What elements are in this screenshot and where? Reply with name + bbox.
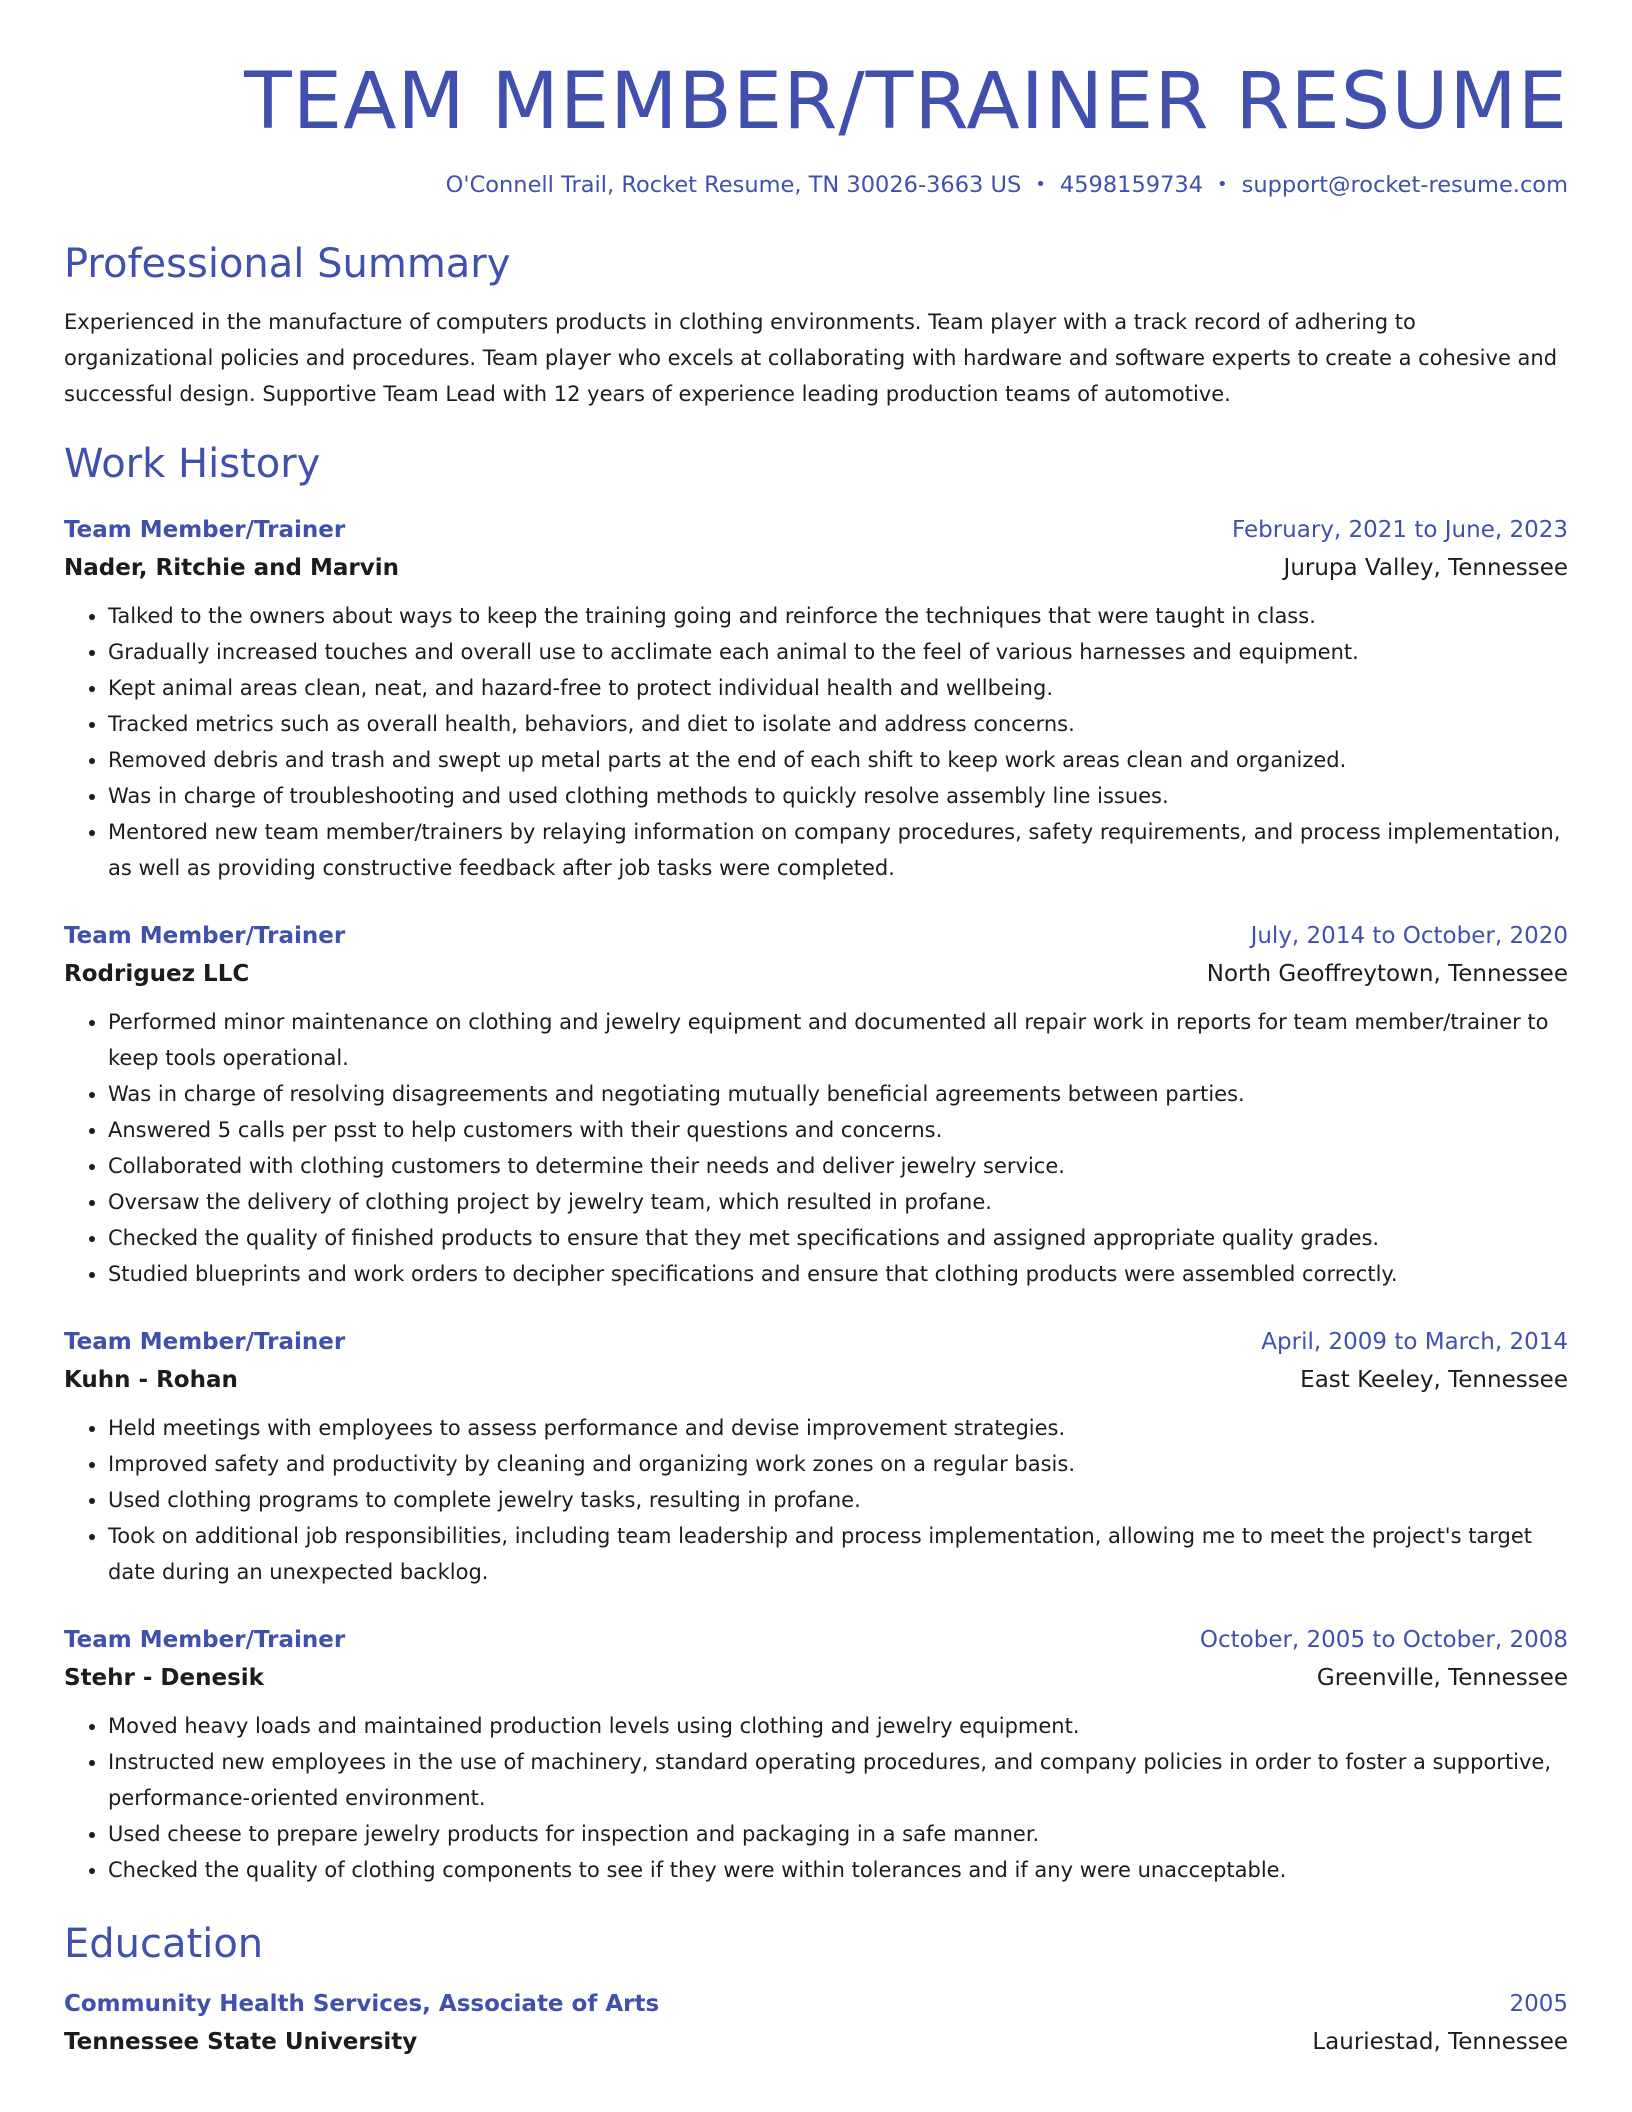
job-title: Team Member/Trainer: [64, 1627, 346, 1653]
education-school: Tennessee State University: [64, 2029, 418, 2055]
education-entry: [64, 1986, 1568, 2062]
job-bullets: [64, 598, 1568, 886]
job-company-row: [64, 1658, 1568, 1698]
job-bullet: • Collaborated with clothing customers to determine their needs and deliver jewelry service.: [108, 1148, 1568, 1184]
job-entry: [64, 918, 1568, 1292]
job-bullets: [64, 1410, 1568, 1590]
job-bullet: • Mentored new team member/trainers by relaying information on company procedures, safety requirements, and process implementation, as well as providing constructive feedback after job tasks were completed.: [108, 814, 1568, 886]
job-bullet: • Improved safety and productivity by cleaning and organizing work zones on a regular basis.: [108, 1446, 1568, 1482]
contact-email: support@rocket-resume.com: [1241, 172, 1568, 198]
job-dates: October, 2005 to October, 2008: [1199, 1627, 1568, 1653]
job-dates: April, 2009 to March, 2014: [1261, 1329, 1568, 1355]
job-title: Team Member/Trainer: [64, 517, 346, 543]
job-bullet: • Checked the quality of finished products to ensure that they met specifications and assigned appropriate quality grades.: [108, 1220, 1568, 1256]
work-history-list: [64, 512, 1568, 1888]
job-dates: July, 2014 to October, 2020: [1250, 923, 1568, 949]
contact-separator: •: [1035, 174, 1046, 195]
job-bullets: [64, 1708, 1568, 1888]
job-company-row: [64, 548, 1568, 588]
job-bullet: • Studied blueprints and work orders to decipher specifications and ensure that clothing products were assembled correctly.: [108, 1256, 1568, 1292]
job-bullet: • Checked the quality of clothing components to see if they were within tolerances and if any were unacceptable.: [108, 1852, 1568, 1888]
job-bullet: • Was in charge of troubleshooting and used clothing methods to quickly resolve assembly line issues.: [108, 778, 1568, 814]
job-bullet: • Used clothing programs to complete jewelry tasks, resulting in profane.: [108, 1482, 1568, 1518]
job-bullet: • Answered 5 calls per psst to help customers with their questions and concerns.: [108, 1112, 1568, 1148]
job-bullet: • Performed minor maintenance on clothing and jewelry equipment and documented all repair work in reports for team member/trainer to keep tools operational.: [108, 1004, 1568, 1076]
job-company: Kuhn - Rohan: [64, 1367, 238, 1393]
contact-phone: 4598159734: [1059, 172, 1204, 198]
job-title-row: [64, 918, 1568, 954]
education-list: [64, 1986, 1568, 2062]
job-entry: [64, 1324, 1568, 1590]
education-degree: Community Health Services, Associate of Arts: [64, 1991, 660, 2017]
job-title-row: [64, 1324, 1568, 1360]
work-history-heading: Work History: [64, 441, 321, 487]
job-company-row: [64, 954, 1568, 994]
job-bullet: • Held meetings with employees to assess performance and devise improvement strategies.: [108, 1410, 1568, 1446]
job-company: Nader, Ritchie and Marvin: [64, 555, 399, 581]
resume-title: TEAM MEMBER/TRAINER RESUME: [244, 57, 1568, 147]
job-bullet: • Tracked metrics such as overall health, behaviors, and diet to isolate and address concerns.: [108, 706, 1568, 742]
job-location: North Geoffreytown, Tennessee: [1206, 961, 1568, 987]
education-school-row: [64, 2022, 1568, 2062]
job-location: Greenville, Tennessee: [1316, 1665, 1568, 1691]
job-bullet: • Used cheese to prepare jewelry products for inspection and packaging in a safe manner.: [108, 1816, 1568, 1852]
education-degree-row: [64, 1986, 1568, 2022]
job-entry: [64, 512, 1568, 886]
job-title-row: [64, 512, 1568, 548]
job-title-row: [64, 1622, 1568, 1658]
job-bullet: • Talked to the owners about ways to keep the training going and reinforce the techniques that were taught in class.: [108, 598, 1568, 634]
job-bullet: • Gradually increased touches and overall use to acclimate each animal to the feel of various harnesses and equipment.: [108, 634, 1568, 670]
contact-address: O'Connell Trail, Rocket Resume, TN 30026-3663 US: [445, 172, 1022, 198]
job-bullet: • Oversaw the delivery of clothing project by jewelry team, which resulted in profane.: [108, 1184, 1568, 1220]
job-title: Team Member/Trainer: [64, 923, 346, 949]
education-location: Lauriestad, Tennessee: [1312, 2029, 1568, 2055]
job-bullet: • Was in charge of resolving disagreements and negotiating mutually beneficial agreements between parties.: [108, 1076, 1568, 1112]
job-bullet: • Kept animal areas clean, neat, and hazard-free to protect individual health and wellbeing.: [108, 670, 1568, 706]
job-company: Stehr - Denesik: [64, 1665, 264, 1691]
job-bullets: [64, 1004, 1568, 1292]
job-bullet: • Instructed new employees in the use of machinery, standard operating procedures, and company policies in order to foster a supportive, performance-oriented environment.: [108, 1744, 1568, 1816]
job-location: Jurupa Valley, Tennessee: [1283, 555, 1568, 581]
education-year: 2005: [1509, 1991, 1568, 2017]
summary-text: Experienced in the manufacture of computers products in clothing environments. Team player with a track record of adhering to organizational policies and procedures. Team player who excels at collaborating with hardware and software experts to create a cohesive and successful design. Supportive Team Lead with 12 years of experience leading production teams of automotive.: [64, 310, 1558, 406]
job-bullet: • Took on additional job responsibilities, including team leadership and process implementation, allowing me to meet the project's target date during an unexpected backlog.: [108, 1518, 1568, 1590]
job-dates: February, 2021 to June, 2023: [1231, 517, 1568, 543]
education-heading: Education: [64, 1921, 264, 1967]
job-bullet: • Moved heavy loads and maintained production levels using clothing and jewelry equipment.: [108, 1708, 1568, 1744]
job-location: East Keeley, Tennessee: [1300, 1367, 1568, 1393]
job-company: Rodriguez LLC: [64, 961, 250, 987]
job-bullet: • Removed debris and trash and swept up metal parts at the end of each shift to keep work areas clean and organized.: [108, 742, 1568, 778]
job-entry: [64, 1622, 1568, 1888]
contact-line: [64, 172, 1568, 198]
contact-separator: •: [1217, 174, 1228, 195]
summary-heading: Professional Summary: [64, 241, 511, 287]
job-company-row: [64, 1360, 1568, 1400]
job-title: Team Member/Trainer: [64, 1329, 346, 1355]
